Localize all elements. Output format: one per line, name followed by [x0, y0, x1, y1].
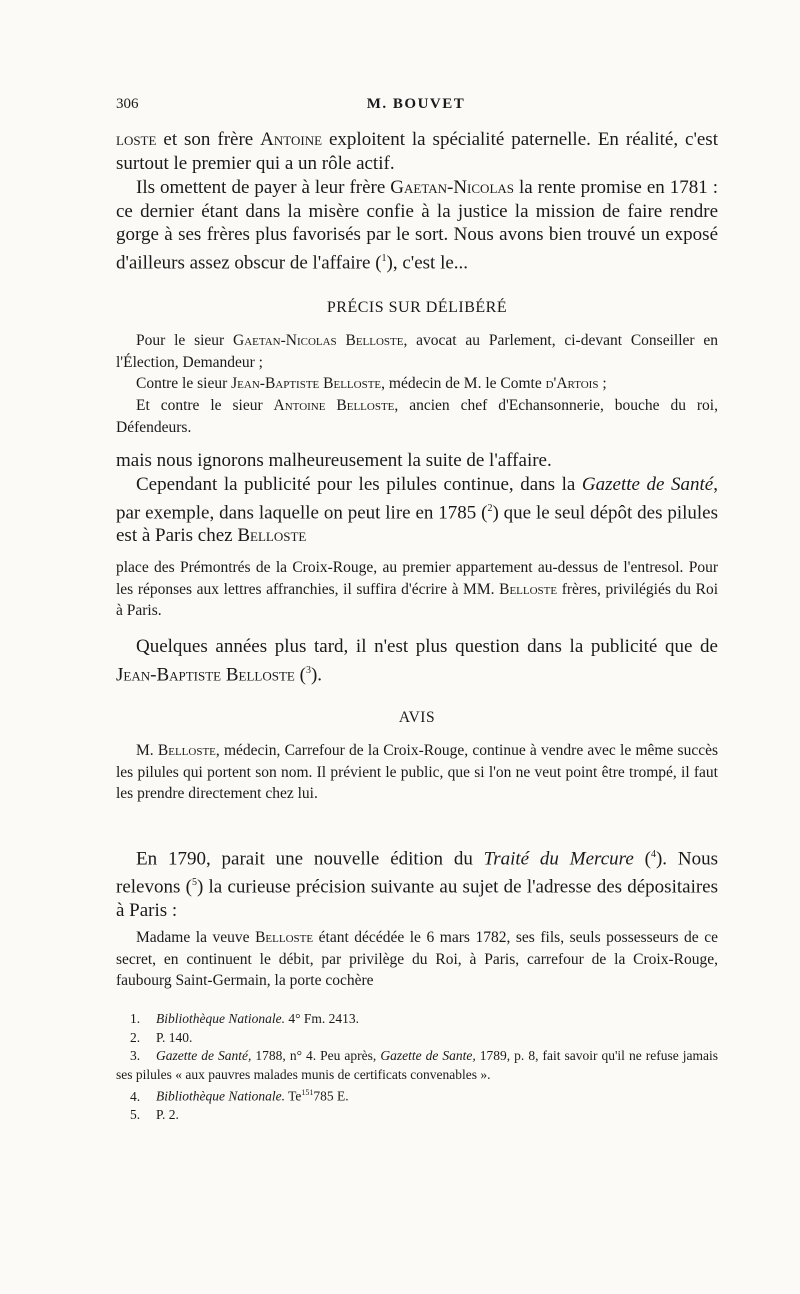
paragraph-3: mais nous ignorons malheureusement la suite de l'affaire. — [116, 450, 552, 471]
footnote-ref-3: 3 — [305, 664, 311, 676]
precis-line-1: Pour le sieur Gaetan-Nicolas Belloste, avocat au Parlement, ci-devant Conseiller en l'Élection, Demandeur ; — [116, 332, 718, 371]
paragraph-2: Ils omettent de payer à leur frère Gaetan-Nicolas la rente promise en 1781 : ce dernier étant dans la misère confie à la justice la mission de faire rendre gorge à ses frères plus favorisés par le sort. Nous avons bien trouvé un exposé d'ailleurs assez obscur de l'affaire ($^1$), c'est le... — [116, 177, 718, 273]
paragraph-5: Quelques années plus tard, il n'est plus question dans la publicité que de Jean-Baptiste Belloste ($^3$). — [116, 636, 718, 685]
paragraph-1: loste et son frère Antoine exploitent la spécialité paternelle. En réalité, c'est surtout le premier qui a un rôle actif. — [116, 129, 718, 174]
quote-2: Madame la veuve Belloste étant décédée le 6 mars 1782, ses fils, seuls possesseurs de ce secret, en continuent le débit, par privilège du Roi, à Paris, carrefour de la Croix-Rouge, faubourg Saint-Germain, la porte cochère — [116, 929, 718, 989]
avis-heading: AVIS — [398, 709, 436, 726]
footnote-ref-1: 1 — [381, 252, 387, 264]
footnote-5: 5. P. 2. — [130, 1107, 179, 1122]
footnote-1: 1. Bibliothèque Nationale. 4° Fm. 2413. — [130, 1011, 360, 1026]
precis-heading: PRÉCIS SUR DÉLIBÉRÉ — [326, 299, 508, 316]
footnote-4: 4. Bibliothèque Nationale. Te$^{151}$785 E. — [130, 1088, 349, 1104]
paragraph-6: En 1790, parait une nouvelle édition du Traité du Mercure ($^4$). Nous relevons ($^5$) la curieuse précision suivante au sujet de l'adresse des dépositaires à Paris : — [116, 848, 719, 921]
footnote-ref-5: 5 — [191, 876, 197, 888]
page-number: 306 — [116, 96, 139, 112]
running-title: M. BOUVET — [366, 96, 466, 112]
footnote-ref-2: 2 — [487, 502, 493, 514]
precis-line-2: Contre le sieur Jean-Baptiste Belloste, médecin de M. le Comte d'Artois ; — [136, 375, 607, 392]
footnote-2: 2. P. 140. — [130, 1029, 193, 1045]
page-header — [116, 96, 716, 118]
precis-line-3: Et contre le sieur Antoine Belloste, ancien chef d'Echansonnerie, bouche du roi, Défendeurs. — [116, 397, 718, 436]
footnote-ref-4: 4 — [650, 849, 656, 860]
footnote-3: 3. Gazette de Santé, 1788, n° 4. Peu après, Gazette de Sante, 1789, p. 8, fait savoir qu'il ne refuse jamais ses pilules « aux pauvres malades munis de certificats convenables ». — [116, 1048, 718, 1082]
footnotes — [116, 1010, 718, 1125]
quote-1: place des Prémontrés de la Croix-Rouge, au premier appartement au-dessus de l'entresol. Pour les réponses aux lettres affranchies, il suffira d'écrire à MM. Belloste frères, privilégiés du Roi à Paris. — [116, 559, 718, 619]
paragraph-4: Cependant la publicité pour les pilules continue, dans la Gazette de Santé, par exemple, dans laquelle on peut lire en 1785 ($^2$) que le seul dépôt des pilules est à Paris chez Belloste — [116, 474, 719, 547]
avis-text: M. Belloste, médecin, Carrefour de la Croix-Rouge, continue à vendre avec le même succès les pilules qui portent son nom. Il prévient le public, que si l'on ne veut point être trompé, il faut les prendre directement chez lui. — [116, 742, 718, 802]
